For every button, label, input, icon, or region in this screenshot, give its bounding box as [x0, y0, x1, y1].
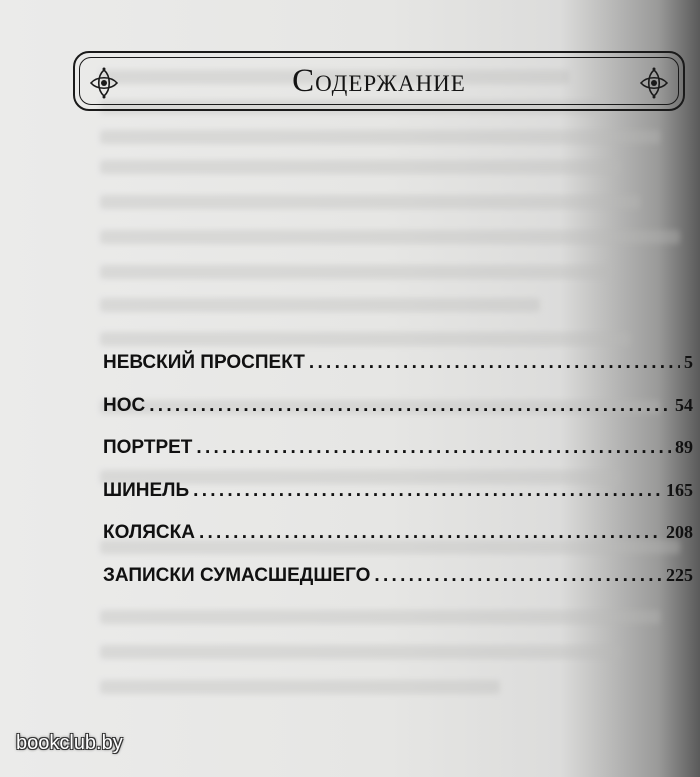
toc-entry[interactable] — [103, 480, 693, 523]
dot-leader — [374, 565, 662, 587]
toc-entry[interactable] — [103, 437, 693, 480]
toc-entry-title: ПОРТРЕТ — [103, 437, 193, 458]
contents-heading-frame — [73, 51, 685, 111]
dot-leader — [199, 522, 662, 544]
toc-entry[interactable] — [103, 522, 693, 565]
toc-entry-page: 208 — [666, 522, 693, 542]
dot-leader — [309, 352, 680, 374]
toc-entry[interactable] — [103, 395, 693, 438]
toc-entry-page: 5 — [684, 352, 693, 372]
ornament-icon — [87, 66, 121, 100]
site-watermark: bookclub.by — [16, 732, 123, 754]
toc-entry-page: 225 — [666, 564, 693, 585]
dot-leader — [149, 395, 671, 417]
toc-entry-title: КОЛЯСКА — [103, 522, 195, 543]
dot-leader — [193, 480, 662, 502]
toc-entry-title: НОС — [103, 394, 146, 416]
contents-title: Содержание — [292, 62, 466, 99]
ornament-icon — [637, 66, 671, 100]
toc-entry[interactable] — [103, 352, 693, 395]
toc-entry-page: 54 — [675, 394, 693, 415]
toc-entry-title: ЗАПИСКИ СУМАСШЕДШЕГО — [103, 564, 371, 586]
dot-leader — [196, 437, 671, 459]
table-of-contents — [103, 352, 693, 607]
toc-entry-title: ШИНЕЛЬ — [103, 479, 190, 501]
toc-entry-page: 165 — [666, 479, 693, 500]
toc-entry-page: 89 — [675, 437, 693, 457]
toc-entry[interactable] — [103, 565, 693, 608]
toc-entry-title: НЕВСКИЙ ПРОСПЕКТ — [103, 352, 305, 373]
